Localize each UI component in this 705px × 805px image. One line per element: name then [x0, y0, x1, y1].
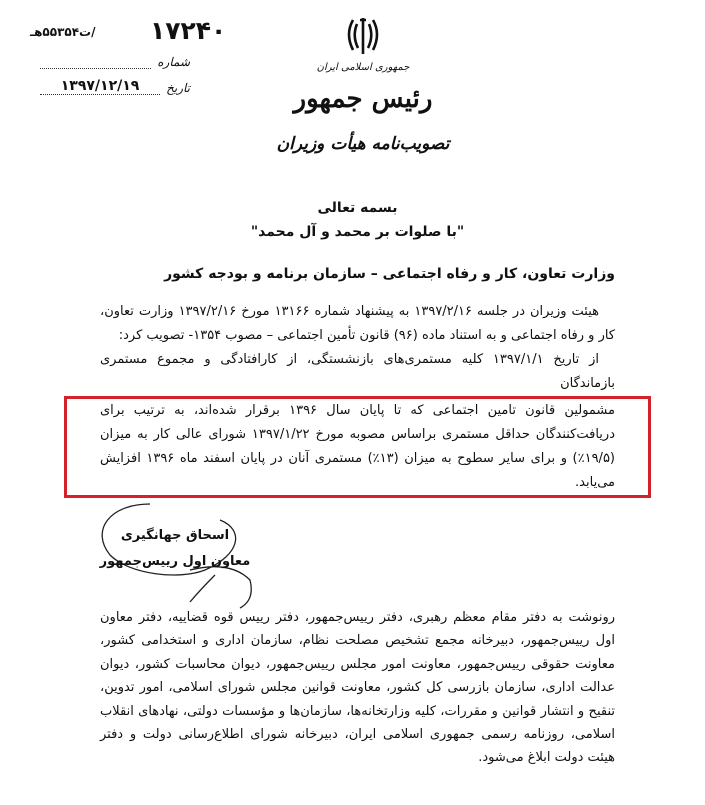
iran-emblem-icon: [343, 14, 383, 58]
salawat: "با صلوات بر محمد و آل محمد": [250, 224, 465, 240]
bismillah: بسمه تعالی: [317, 200, 398, 216]
date-row: [40, 78, 190, 95]
office-title: رئیس جمهور: [293, 84, 433, 114]
recipient: وزارت تعاون، کار و رفاه اجتماعی – سازمان برنامه و بودجه کشور: [164, 266, 615, 282]
date-value: ۱۳۹۷/۱۲/۱۹: [40, 78, 160, 95]
highlight-box: [64, 396, 651, 498]
number-line: [40, 52, 151, 69]
signatory-name: اسحاق جهانگیری: [120, 528, 230, 543]
reference-number: /ت۵۵۳۵۴هـ: [30, 25, 96, 39]
signature-block: [100, 504, 615, 600]
number-label: شماره: [157, 55, 190, 69]
cc-list: رونوشت به دفتر مقام معظم رهبری، دفتر رییس‌جمهور، دفتر رییس قوه قضاییه، دفتر معاون اول رییس‌جمهور، دبیرخانه مجمع تشخیص مصلحت نظام، سازمان اداری و استخدامی کشور، معاونت حقوقی رییس‌جمهور، معاونت امور مجلس رییس‌جمهور، دیوان محاسبات کشور، دیوان عدالت اداری، سازمان بازرسی کل کشور، معاونت قوانین مجلس شورای اسلامی، امور تدوین، تنقیح و انتشار قوانین و مقررات، کلیه وزارتخانه‌ها، سازمان‌ها و مؤسسات دولتی، نهادهای انقلاب اسلامی، روزنامه رسمی جمهوری اسلامی ایران، دبیرخانه شورای اطلاع‌رسانی دولت و دفتر هیئت دولت ابلاغ می‌شود.: [100, 610, 615, 766]
decree-paragraph-1: هیئت وزیران در جلسه ۱۳۹۷/۲/۱۶ به پیشنهاد شماره ۱۳۱۶۶ مورخ ۱۳۹۷/۲/۱۶ وزارت تعاون، کار و رفاه اجتماعی و به استناد ماده (۹۶) قانون تأمین اجتماعی – مصوب ۱۳۵۴- تصویب کرد:: [100, 304, 615, 343]
decree-paragraph-2-intro: از تاریخ ۱۳۹۷/۱/۱ کلیه مستمری‌های بازنشستگی، از کارافتادگی و مجموع مستمری بازماندگان: [100, 352, 615, 391]
signatory-title: معاون اول رییس‌جمهور: [99, 554, 251, 569]
date-label: تاریخ: [166, 81, 190, 95]
document-body: [100, 196, 615, 770]
letter-number: ۱۷۲۴۰: [150, 16, 227, 45]
number-row: [40, 52, 190, 69]
decree-paragraph-2-highlight: مشمولین قانون تامین اجتماعی که تا پایان سال ۱۳۹۶ برقرار شده‌اند، به ترتیب برای دریافت‌کنندگان حداقل مستمری براساس مصوبه مورخ ۱۳۹۷/۱/۲۲ شورای عالی کار به میزان (۱۹/۵٪) و برای سایر سطوح به میزان (۱۳٪) مستمری آنان در پایان اسفند ماه ۱۳۹۶ افزایش می‌یابد.: [100, 403, 615, 490]
country-name: جمهوری اسلامی ایران: [316, 62, 410, 73]
document-type: تصویب‌نامه هیأت وزیران: [276, 134, 450, 154]
